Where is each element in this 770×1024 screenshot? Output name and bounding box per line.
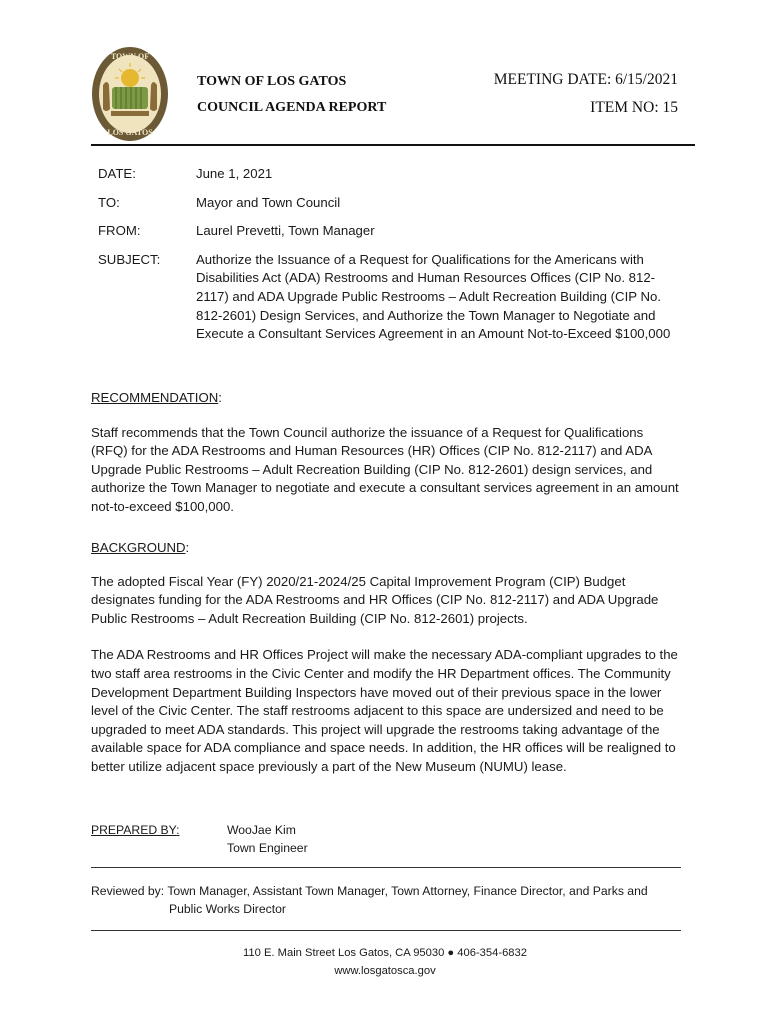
- to-value: Mayor and Town Council: [196, 194, 341, 210]
- from-value: Laurel Prevetti, Town Manager: [196, 223, 375, 239]
- header-right: [494, 69, 678, 125]
- reviewed-by-line-1: Reviewed by: Town Manager, Assistant Town Manager, Town Attorney, Finance Director, and Parks and: [91, 884, 648, 898]
- reviewed-by-block: [91, 882, 686, 918]
- memo-block: [98, 165, 678, 354]
- footer-address: 110 E. Main Street Los Gatos, CA 95030 ● 406-354-6832: [243, 947, 527, 959]
- recommendation-heading: RECOMMENDATION: [91, 390, 219, 405]
- subject-label: SUBJECT:: [98, 251, 161, 267]
- meeting-date: MEETING DATE: 6/15/2021: [493, 71, 678, 88]
- header-left: [197, 71, 386, 123]
- date-value: June 1, 2021: [196, 166, 273, 181]
- prepared-by-block: PREPARED BY: WooJae Kim Town Engineer: [91, 823, 308, 855]
- preparer-name: WooJae Kim: [227, 823, 296, 837]
- recommendation-text: Staff recommends that the Town Council authorize the issuance of a Request for Qualifications (RFQ) for the ADA Restrooms and Human Resources (HR) Offices (CIP No. 812-2117) and ADA Upgrade Public Restrooms – Adult Recreation Building (CIP No. 812-2601) design services, and authorize the Town Manager to negotiate and execute a consultant services agreement in an amount not-to-exceed $100,000.: [91, 424, 679, 514]
- town-seal-logo: [91, 45, 169, 143]
- page-footer: [0, 945, 770, 980]
- reviewed-by-line-2: Public Works Director: [169, 902, 286, 916]
- org-name: TOWN OF LOS GATOS: [197, 74, 347, 89]
- background-section: BACKGROUND: The adopted Fiscal Year (FY) 2020/21-2024/25 Capital Improvement Program (CIP) Budget designates funding for the ADA Restrooms and HR Offices (CIP No. 812-2117) and ADA Upgrade Public Restrooms – Adult Recreation Building (CIP No. 812-2601) projects. The ADA Restrooms and HR Offices Project will make the necessary ADA-compliant upgrades to the two staff area restrooms in the Civic Center and modify the HR Department offices. The Community Development Department Building Inspectors have moved out of their previous space in the lower level of the Civic Center. The staff restrooms adjacent to this space are undersized and need to be upgraded to meet ADA standards. This project will upgrade the restrooms taking advantage of the available space for ADA compliance and space needs. In addition, the HR offices will be realigned to better utilize adjacent space previously a part of the New Museum (NUMU) lease.: [91, 539, 681, 777]
- background-para-2: The ADA Restrooms and HR Offices Project will make the necessary ADA-compliant upgrades to the two staff area restrooms in the Civic Center and modify the HR Department offices. The Community Development Department Building Inspectors have moved out of their previous space in the lower level of the Civic Center. The staff restrooms adjacent to this space are undersized and need to be upgraded to meet ADA standards. This project will upgrade the restrooms taking advantage of the available space for ADA compliance and space needs. In addition, the HR offices will be realigned to better utilize adjacent space previously a part of the New Museum (NUMU) lease.: [91, 647, 678, 774]
- subject-value: Authorize the Issuance of a Request for Qualifications for the Americans with Disabilities Act (ADA) Restrooms and Human Resources Offices (CIP No. 812-2117) and ADA Upgrade Public Restrooms – Adult Recreation Building (CIP No. 812-2601) Design Services, and Authorize the Town Manager to Negotiate and Execute a Consultant Services Agreement in an Amount Not-to-Exceed $100,000: [196, 251, 671, 342]
- memo-to-row: [98, 194, 678, 213]
- date-label: DATE:: [98, 166, 136, 181]
- to-label: TO:: [98, 194, 120, 210]
- seal-top-text: TOWN OF: [110, 52, 150, 61]
- reviewed-divider-top: [91, 867, 681, 868]
- prepared-by-label: PREPARED BY: [91, 823, 177, 837]
- background-heading: BACKGROUND: [91, 540, 186, 555]
- memo-from-row: [98, 222, 678, 241]
- memo-subject-row: [98, 251, 678, 344]
- background-para-1: The adopted Fiscal Year (FY) 2020/21-2024/25 Capital Improvement Program (CIP) Budget designates funding for the ADA Restrooms and HR Offices (CIP No. 812-2117) and ADA Upgrade Public Restrooms – Adult Recreation Building (CIP No. 812-2601) projects.: [91, 573, 659, 626]
- reviewed-divider-bottom: [91, 930, 681, 931]
- from-label: FROM:: [98, 223, 141, 239]
- header-divider: [91, 144, 695, 146]
- seal-bottom-text: LOS GATOS: [107, 128, 153, 137]
- preparer-title: Town Engineer: [227, 841, 308, 855]
- footer-website: www.losgatosca.gov: [334, 964, 436, 977]
- report-type: COUNCIL AGENDA REPORT: [197, 100, 387, 115]
- recommendation-section: RECOMMENDATION: Staff recommends that the Town Council authorize the issuance of a Request for Qualifications (RFQ) for the ADA Restrooms and Human Resources (HR) Offices (CIP No. 812-2117) and ADA Upgrade Public Restrooms – Adult Recreation Building (CIP No. 812-2601) design services, and authorize the Town Manager to negotiate and execute a consultant services agreement in an amount not-to-exceed $100,000.: [91, 389, 681, 517]
- memo-date-row: [98, 165, 678, 184]
- item-number: ITEM NO: 15: [590, 99, 678, 116]
